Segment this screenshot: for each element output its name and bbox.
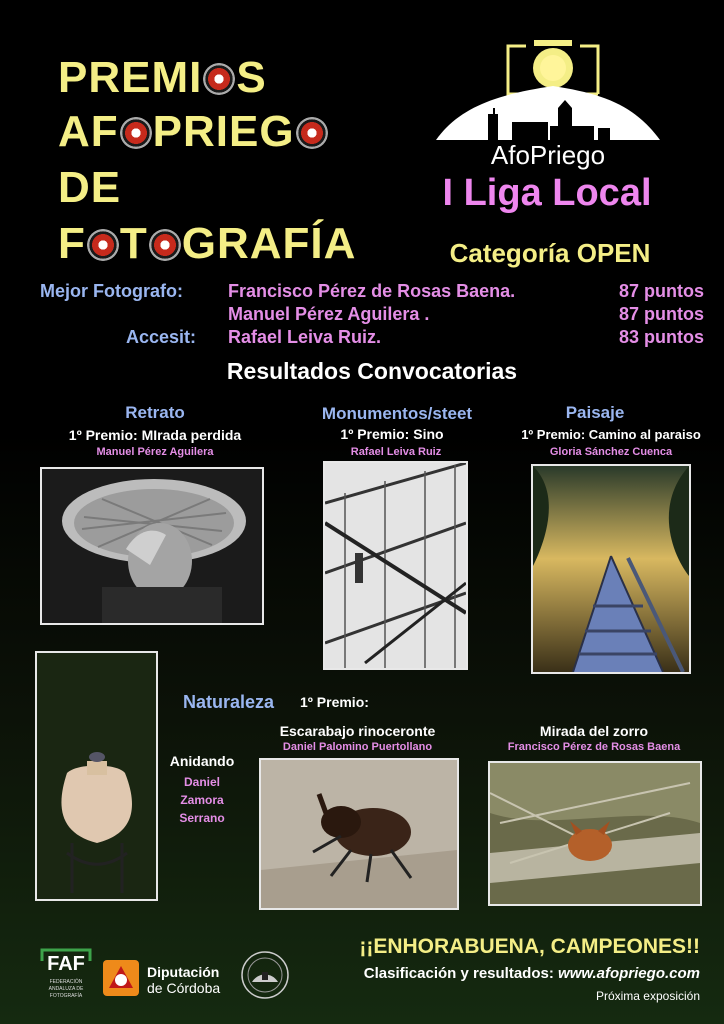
faf-subtext-line: ANDALUZA DE (48, 986, 84, 992)
lens-icon (120, 117, 152, 149)
best2-name: Manuel Pérez Aguilera . (228, 304, 430, 324)
retrato-category: Retrato (125, 403, 185, 422)
naturaleza-prize: 1º Premio: (300, 694, 369, 710)
title-text: GRAFÍA (181, 219, 357, 268)
title-text: AF (58, 107, 119, 156)
diputacion-icon (101, 958, 141, 998)
faf-logo (40, 947, 92, 1003)
escarabajo-author: Daniel Palomino Puertollano (282, 741, 433, 753)
monumentos-author: Rafael Leiva Ruiz (350, 446, 442, 458)
diputacion-line-1: Diputación (147, 964, 220, 980)
title-line-3: DE (58, 163, 122, 212)
escarabajo-photo (259, 758, 459, 910)
anidando-author-2: Zamora (180, 793, 224, 807)
paisaje-category: Paisaje (565, 403, 625, 422)
afopriego-seal-icon (240, 950, 290, 1000)
results-heading: Resultados Convocatorias (226, 358, 518, 384)
logo-text: AfoPriego (490, 140, 606, 170)
anidando-author-1: Daniel (183, 775, 220, 789)
website-link[interactable]: www.afopriego.com (558, 965, 700, 982)
best1-points: 87 puntos (618, 281, 704, 301)
classification-label: Clasificación y resultados: (363, 965, 554, 982)
best-label: Mejor Fotografo: (40, 281, 183, 301)
portrait-image (42, 469, 262, 623)
lens-icon (296, 117, 328, 149)
lens-icon (87, 229, 119, 261)
league-title: I Liga Local (442, 172, 652, 214)
stairs-image (325, 463, 466, 668)
faf-subtext-line: FOTOGRAFÍA (49, 993, 83, 999)
accesit-points: 83 puntos (618, 327, 704, 347)
lens-icon (149, 229, 181, 261)
category-title: Categoría OPEN (449, 238, 651, 268)
afopriego-logo (430, 36, 666, 172)
paisaje-prize: 1º Premio: Camino al paraiso (521, 427, 701, 442)
naturaleza-category: Naturaleza (183, 692, 275, 712)
anidando-photo (35, 651, 158, 901)
anidando-title: Anidando (169, 753, 235, 769)
zorro-photo (488, 761, 702, 906)
bridge-image (533, 466, 689, 672)
congrats-text: ¡¡ENHORABUENA, CAMPEONES!! (359, 935, 700, 958)
monumentos-photo (323, 461, 468, 670)
best2-points: 87 puntos (618, 304, 704, 324)
zorro-author: Francisco Pérez de Rosas Baena (507, 741, 681, 753)
title-text: PREMI (58, 53, 203, 102)
diputacion-text (147, 964, 220, 996)
title-text: F (58, 219, 86, 268)
title-line-1 (58, 53, 267, 102)
faf-subtext (40, 979, 92, 1000)
beetle-image (261, 760, 457, 908)
classification-line (364, 965, 700, 982)
diputacion-line-2: de Córdoba (147, 980, 221, 996)
accesit-name: Rafael Leiva Ruiz. (228, 327, 382, 347)
retrato-prize: 1º Premio: MIrada perdida (68, 427, 242, 443)
best1-name: Francisco Pérez de Rosas Baena. (228, 281, 516, 301)
faf-text: FAF (47, 953, 85, 975)
retrato-author: Manuel Pérez Aguilera (96, 446, 214, 458)
fox-image (490, 763, 700, 904)
next-exhibition: Próxima exposición (595, 989, 700, 1003)
retrato-photo (40, 467, 264, 625)
monumentos-category: Monumentos/steet (321, 404, 473, 423)
title-text: S (236, 53, 267, 102)
anidando-author-3: Serrano (179, 811, 225, 825)
paisaje-author: Gloria Sánchez Cuenca (549, 446, 673, 458)
amphora-image (37, 653, 156, 899)
title-line-4 (58, 219, 357, 268)
escarabajo-title: Escarabajo rinoceronte (279, 723, 436, 739)
faf-subtext-line: FEDERACIÓN (49, 979, 83, 985)
zorro-title: Mirada del zorro (539, 723, 649, 739)
monumentos-prize: 1º Premio: Sino (340, 426, 444, 442)
paisaje-photo (531, 464, 691, 674)
title-line-2 (58, 107, 329, 156)
lens-icon (203, 63, 235, 95)
title-text: PRIEG (152, 107, 295, 156)
title-text: T (119, 219, 148, 268)
accesit-label: Accesit: (126, 327, 197, 347)
